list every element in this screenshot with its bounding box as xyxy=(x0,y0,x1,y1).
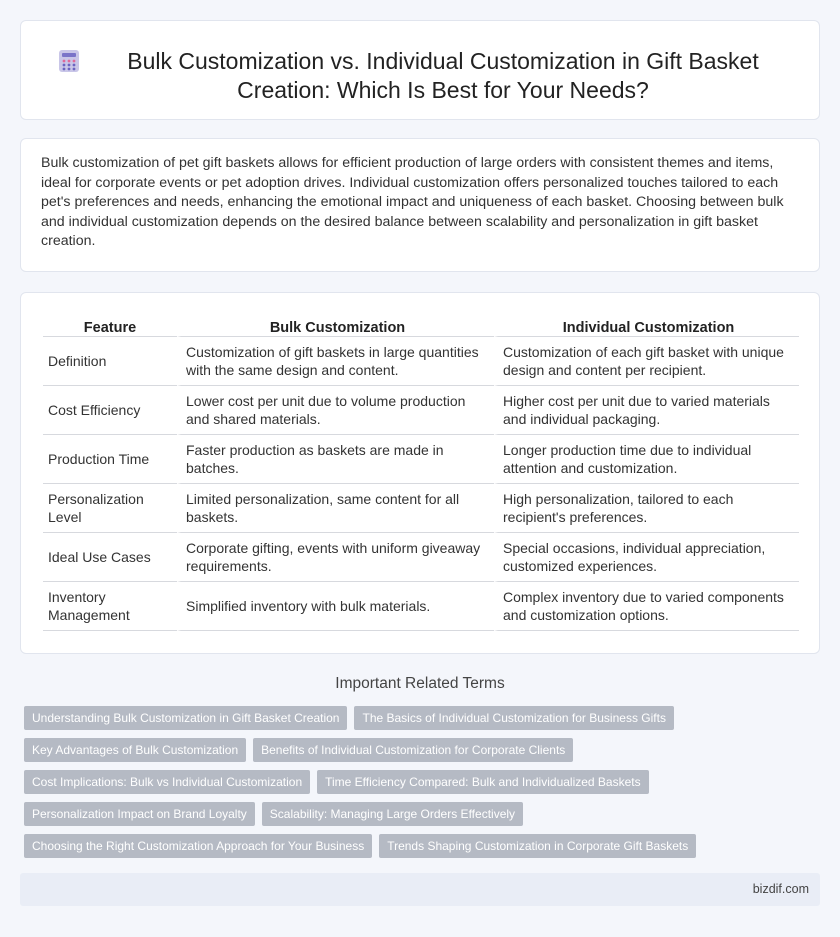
table-row xyxy=(43,435,799,484)
related-term-link[interactable]: The Basics of Individual Customization for Business Gifts xyxy=(354,706,673,730)
bulk-cell: Simplified inventory with bulk materials. xyxy=(177,582,494,631)
individual-cell: Customization of each gift basket with unique design and content per recipient. xyxy=(494,337,799,386)
individual-cell: Complex inventory due to varied components and customization options. xyxy=(494,582,799,631)
feature-cell: Inventory Management xyxy=(43,582,177,631)
tag-row xyxy=(24,802,724,826)
related-term-link[interactable]: Personalization Impact on Brand Loyalty xyxy=(24,802,255,826)
bulk-cell: Corporate gifting, events with uniform giveaway requirements. xyxy=(177,533,494,582)
table-row xyxy=(43,533,799,582)
feature-cell: Cost Efficiency xyxy=(43,386,177,435)
header-card xyxy=(20,20,820,120)
comparison-card xyxy=(20,292,820,654)
related-term-link[interactable]: Choosing the Right Customization Approach for Your Business xyxy=(24,834,372,858)
page-title: Bulk Customization vs. Individual Customization in Gift Basket Creation: Which Is Best for Your Needs? xyxy=(127,48,759,103)
related-term-link[interactable]: Key Advantages of Bulk Customization xyxy=(24,738,246,762)
header-individual: Individual Customization xyxy=(494,315,799,337)
individual-cell: High personalization, tailored to each recipient's preferences. xyxy=(494,484,799,533)
related-term-link[interactable]: Benefits of Individual Customization for Corporate Clients xyxy=(253,738,573,762)
table-header-row xyxy=(43,315,799,337)
bulk-cell: Lower cost per unit due to volume production and shared materials. xyxy=(177,386,494,435)
tag-row xyxy=(24,770,724,794)
intro-card xyxy=(20,138,820,272)
bulk-cell: Limited personalization, same content for all baskets. xyxy=(177,484,494,533)
tag-row xyxy=(24,738,724,762)
bulk-cell: Faster production as baskets are made in batches. xyxy=(177,435,494,484)
header-feature: Feature xyxy=(43,315,177,337)
tag-row xyxy=(24,834,724,858)
feature-cell: Production Time xyxy=(43,435,177,484)
table-row xyxy=(43,337,799,386)
table-row xyxy=(43,484,799,533)
bulk-cell: Customization of gift baskets in large quantities with the same design and content. xyxy=(177,337,494,386)
header-bulk: Bulk Customization xyxy=(177,315,494,337)
related-terms-list xyxy=(24,706,724,866)
feature-cell: Definition xyxy=(43,337,177,386)
related-term-link[interactable]: Cost Implications: Bulk vs Individual Customization xyxy=(24,770,310,794)
individual-cell: Longer production time due to individual attention and customization. xyxy=(494,435,799,484)
footer-site-link[interactable]: bizdif.com xyxy=(752,882,809,896)
related-term-link[interactable]: Trends Shaping Customization in Corporate Gift Baskets xyxy=(379,834,696,858)
calculator-icon xyxy=(57,49,81,73)
footer xyxy=(20,873,820,906)
comparison-table xyxy=(43,315,799,631)
related-terms-heading: Important Related Terms xyxy=(335,675,505,692)
related-term-link[interactable]: Scalability: Managing Large Orders Effectively xyxy=(262,802,523,826)
related-term-link[interactable]: Understanding Bulk Customization in Gift Basket Creation xyxy=(24,706,347,730)
table-row xyxy=(43,582,799,631)
intro-paragraph: Bulk customization of pet gift baskets allows for efficient production of large orders with consistent themes and items, ideal for corporate events or pet adoption drives. Individual customization offers personalized touches tailored to each pet's preferences and needs, enhancing the emotional impact and uniqueness of each basket. Choosing between bulk and individual customization depends on the desired balance between scalability and personalization in gift basket creation. xyxy=(41,155,784,249)
feature-cell: Personalization Level xyxy=(43,484,177,533)
related-term-link[interactable]: Time Efficiency Compared: Bulk and Individualized Baskets xyxy=(317,770,649,794)
individual-cell: Higher cost per unit due to varied materials and individual packaging. xyxy=(494,386,799,435)
table-row xyxy=(43,386,799,435)
tag-row xyxy=(24,706,724,730)
feature-cell: Ideal Use Cases xyxy=(43,533,177,582)
individual-cell: Special occasions, individual appreciation, customized experiences. xyxy=(494,533,799,582)
